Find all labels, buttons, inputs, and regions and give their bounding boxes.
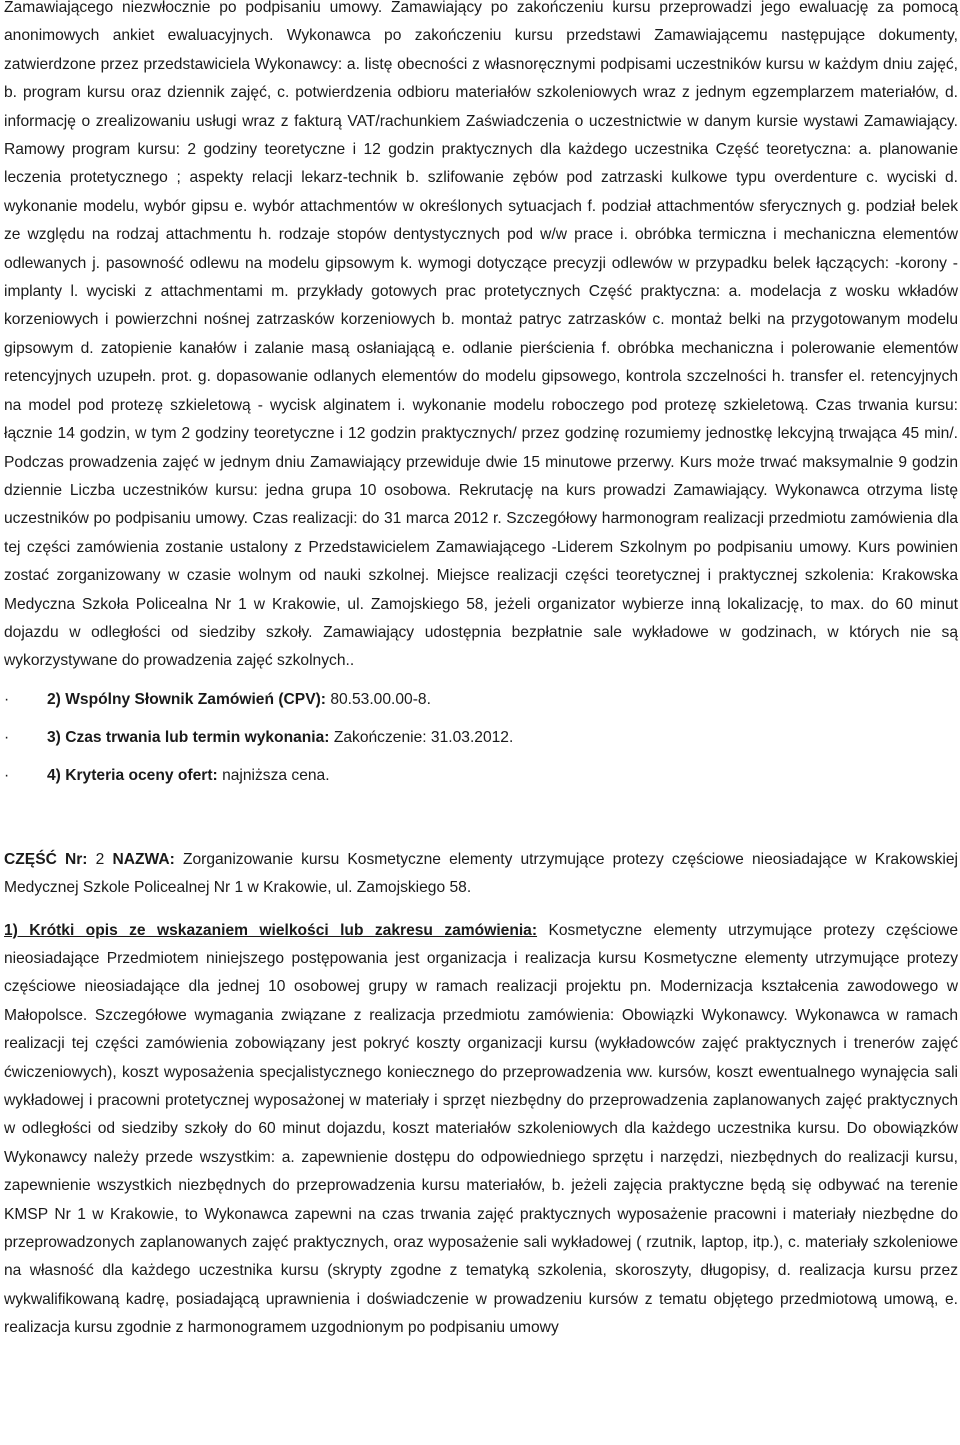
bullet-marker: · <box>4 728 10 746</box>
description-text: Kosmetyczne elementy utrzymujące protezy częściowe nieosiadające Przedmiotem niniejszego postępowania jest organizacja i realizacja kursu Kosmetyczne elementy utrzymujące protezy częściowe nieosiadające dla jednej 10 osobowej grupy w ramach realizacji projektu pn. Modernizacja kształcenia zawodowego w Małopolsce. Szczegółowe wymagania związane z realizacja przedmiotu zamówienia: Obowiązki Wykonawcy. Wykonawca w ramach realizacji tej części zamówienia zobowiązany jest pokryć koszty organizacji kursu (wykładowców zajęć praktycznych i trenerów zajęć ćwiczeniowych), koszt wyposażenia specjalistycznego koniecznego do przeprowadzenia ww. kursów, koszt ewentualnego wynajęcia sali wykładowej i pracowni protetycznej wyposażonej w materiały i sprzęt niezbędny do przeprowadzenia zaplanowanych zajęć praktycznych w odległości od siedziby szkoły do 60 minut dojazdu, koszt materiałów szkoleniowych dla każdego uczestnika kursu. Do obowiązków Wykonawcy należy przede wszystkim: a. zapewnienie dostępu do odpowiedniego sprzętu i narzędzi, niezbędnych do realizacji kursu, zapewnienie wszystkich niezbędnych do przeprowadzenia kursu materiałów, b. jeżeli zajęcia praktyczne będą się odbywać na terenie KMSP Nr 1 w Krakowie, to Wykonawca zapewni na czas trwania zajęć praktycznych wyposażenie pracowni i materiały niezbędne do przeprowadzonych zaplanowanych zajęć praktycznych, oraz wyposażenie sali wykładowej ( rzutnik, laptop, itp.), c. materiały szkoleniowe na własność dla każdego uczestnika kursu (skrypty zgodne z tematyką szkolenia, skoroszyty, długopisy, d. realizacja kursu przez wykwalifikowaną kadrę, posiadającą uprawnienia i doświadczenie w prowadzeniu kursów z tematu objętego przedmiotową umową, e. realizacja kursu zgodnie z harmonogramem uzgodnionym po podpisaniu umowy <box>4 921 958 1337</box>
section-heading <box>4 846 958 903</box>
bullet-value: Zakończenie: 31.03.2012. <box>333 728 514 746</box>
paragraph-description <box>4 917 958 1343</box>
description-heading: 1) Krótki opis ze wskazaniem wielkości lub zakresu zamówienia: <box>4 921 538 939</box>
bullet-marker: · <box>4 690 10 708</box>
bullet-marker: · <box>4 766 10 784</box>
section-label: CZĘŚĆ Nr: <box>4 850 88 868</box>
bullet-item-criteria <box>4 762 958 790</box>
bullet-value: 80.53.00.00-8. <box>330 690 431 708</box>
bullet-value: najniższa cena. <box>222 766 330 784</box>
bullet-item-duration <box>4 724 958 752</box>
bullet-label: 2) Wspólny Słownik Zamówień (CPV): <box>47 690 326 708</box>
section-number: 2 <box>95 850 105 868</box>
paragraph-course-program: Zamawiającego niezwłocznie po podpisaniu umowy. Zamawiający po zakończeniu kursu przeprowadzi jego ewaluację za pomocą anonimowych ankiet ewaluacyjnych. Wykonawca po zakończeniu kursu przedstawi Zamawiającemu następujące dokumenty, zatwierdzone przez przedstawiciela Wykonawcy: a. listę obecności z własnoręcznymi podpisami uczestników kursu w każdym dniu zajęć, b. program kursu oraz dziennik zajęć, c. potwierdzenia odbioru materiałów szkoleniowych wraz z jednym egzemplarzem materiałów, d. informację o zrealizowaniu usługi wraz z fakturą VAT/rachunkiem Zaświadczenia o uczestnictwie w danym kursie wystawi Zamawiający. Ramowy program kursu: 2 godziny teoretyczne i 12 godzin praktycznych dla każdego uczestnika Część teoretyczna: a. planowanie leczenia protetycznego ; aspekty relacji lekarz-technik b. szlifowanie zębów pod zatrzaski kulkowe typu overdenture c. wyciski d. wykonanie modelu, wybór gipsu e. wybór attachmentów w określonych sytuacjach f. podział attachmentów sferycznych g. podział belek ze względu na rodzaj attachmentu h. rodzaje stopów dentystycznych pod w/w prace i. obróbka termiczna i mechaniczna elementów odlewanych j. pasowność odlewu na modelu gipsowym k. wymogi dotyczące precyzji odlewów w przypadku belek łączących: -korony -implanty l. wyciski z attachmentami m. przykłady gotowych prac protetycznych Część praktyczna: a. modelacja z wosku wkładów korzeniowych i powierzchni nośnej zatrzasków korzeniowych b. montaż patryc zatrzasków c. montaż belki na przygotowanym modelu gipsowym d. zatopienie kanałów i zalanie masą osłaniającą e. odlanie pierścienia f. obróbka mechaniczna i polerowanie elementów retencyjnych uzupełn. prot. g. dopasowanie odlanych elementów do modelu gipsowego, kontrola szczelności h. transfer el. retencyjnych na model pod protezę szkieletową - wycisk alginatem i. wykonanie modelu roboczego pod protezę szkieletową. Czas trwania kursu: łącznie 14 godzin, w tym 2 godziny teoretyczne i 12 godzin praktycznych/ przez godzinę rozumiemy jednostkę lekcyjną trwająca 45 min/. Podczas prowadzenia zajęć w jednym dniu Zamawiający przewiduje dwie 15 minutowe przerwy. Kurs może trwać maksymalnie 9 godzin dziennie Liczba uczestników kursu: jedna grupa 10 osobowa. Rekrutację na kurs prowadzi Zamawiający. Wykonawca otrzyma listę uczestników po podpisaniu umowy. Czas realizacji: do 31 marca 2012 r. Szczegółowy harmonogram realizacji przedmiotu zamówienia dla tej części zamówienia zostanie ustalony z Przedstawicielem Zamawiającego -Liderem Szkolnym po podpisaniu umowy. Kurs powinien zostać zorganizowany w czasie wolnym od nauki szkolnej. Miejsce realizacji części teoretycznej i praktycznej szkolenia: Krakowska Medyczna Szkoła Policealna Nr 1 w Krakowie, ul. Zamojskiego 58, jeżeli organizator wybierze inną lokalizację, to max. do 60 minut dojazdu w odległości od siedziby szkoły. Zamawiający udostępnia bezpłatnie sale wykładowe w godzinach, w których nie są wykorzystywane do prowadzenia zajęć szkolnych.. <box>4 0 958 670</box>
document-page <box>4 0 958 1343</box>
bullet-label: 3) Czas trwania lub termin wykonania: <box>47 728 330 746</box>
bullet-item-cpv <box>4 686 958 714</box>
section-name-label: NAZWA: <box>112 850 175 868</box>
section-title: Zorganizowanie kursu Kosmetyczne elementy utrzymujące protezy częściowe nieosiadające w Krakowskiej Medycznej Szkole Policealnej Nr 1 w Krakowie, ul. Zamojskiego 58. <box>4 850 958 897</box>
bullet-list <box>4 686 958 790</box>
bullet-label: 4) Kryteria oceny ofert: <box>47 766 218 784</box>
